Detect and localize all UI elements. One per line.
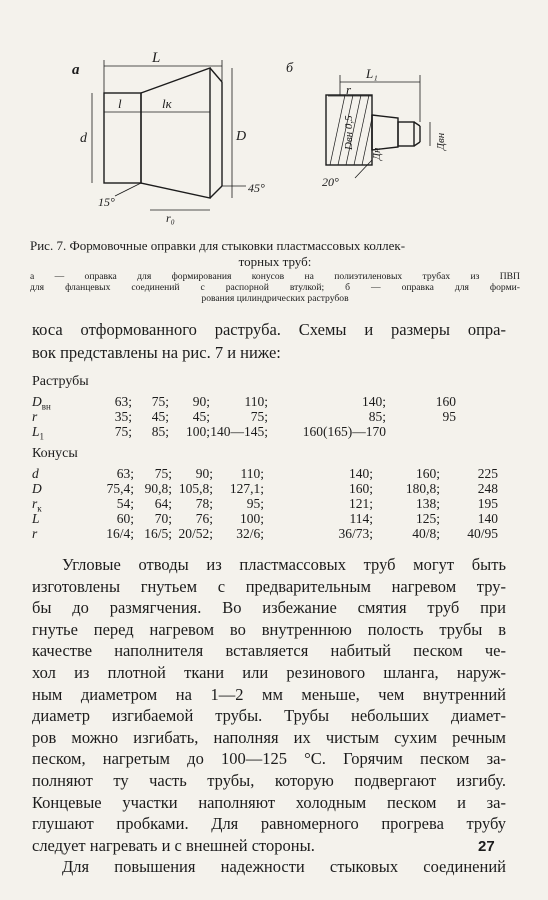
figure-caption-legend <box>30 271 520 304</box>
body-line: бы до размягчения. Во избежание смятия труб при <box>32 598 506 618</box>
table-cell: 35; <box>114 409 132 424</box>
table-cell: 140—145; <box>210 424 268 439</box>
table-cell: 121; <box>348 496 373 511</box>
dim-L: L <box>152 50 161 66</box>
table-cell: 140; <box>361 394 386 409</box>
table-cell: 63; <box>114 394 132 409</box>
table-cell: 90; <box>195 466 213 481</box>
table-cell: 20/52; <box>178 526 213 541</box>
table-cell: 85; <box>151 424 169 439</box>
table-cell: 95; <box>246 496 264 511</box>
row-label: r <box>32 526 38 541</box>
sockets-heading: Раструбы <box>32 374 89 389</box>
figure-7 <box>0 0 548 235</box>
dim-dbn: Двн <box>435 132 447 150</box>
row-label: L <box>32 511 40 526</box>
sockets-row <box>32 394 506 412</box>
body-line: ров можно изгибать, наполняя их чистым сухим речным <box>32 727 506 747</box>
body-line: Для повышения надежности стыковых соединений <box>62 857 506 877</box>
table-cell: 140; <box>348 466 373 481</box>
table-cell: 16/5; <box>144 526 172 541</box>
angle-15: 15° <box>98 195 115 209</box>
table-cell: 95 <box>442 409 456 424</box>
dim-dvn-05: Dвн 0,5 <box>343 115 355 150</box>
figure-caption-title <box>30 238 520 270</box>
intro-paragraph <box>32 318 506 364</box>
mandrel-a-cone <box>141 68 210 198</box>
table-cell: 100; <box>239 511 264 526</box>
sockets-row <box>32 424 506 442</box>
intro-line1: коса отформованного раструба. Схемы и размеры опра- <box>32 320 506 339</box>
table-cell: 40/8; <box>412 526 440 541</box>
body-line: следует нагревать и с внешней стороны. <box>32 835 315 855</box>
angle-20: 20° <box>322 175 339 189</box>
body-line: диаметр изгибаемой трубы. Трубы небольших диамет- <box>32 706 506 726</box>
table-cell: 160(165)—170 <box>302 424 386 439</box>
table-cell: 75; <box>114 424 132 439</box>
dim-dn: Дн <box>371 147 383 160</box>
table-cell: 110; <box>244 394 268 409</box>
table-cell: 110; <box>240 466 264 481</box>
table-cell: 75; <box>250 409 268 424</box>
cones-row <box>32 466 506 481</box>
table-cell: 160; <box>415 466 440 481</box>
caption-legend-line1: а — оправка для формирования конусов на полиэтиленовых трубах из ПВП <box>30 271 520 282</box>
table-cell: 45; <box>192 409 210 424</box>
mandrel-a-cylinder <box>104 93 141 183</box>
caption-legend-line3: рования цилиндрических раструбов <box>201 293 349 304</box>
dim-D: D <box>236 129 247 144</box>
table-cell: 40/95 <box>467 526 498 541</box>
page-number: 27 <box>478 838 495 855</box>
body-line: глушают пробками. Для равномерного прогрева трубу <box>32 814 506 834</box>
body-line: изготовлены гнутьем с предварительным нагревом тру- <box>32 576 506 596</box>
dim-lk: lк <box>162 96 172 111</box>
body-line: Концевые участки наполняют холодным песком и за- <box>32 792 506 812</box>
table-cell: 64; <box>154 496 172 511</box>
table-cell: 140 <box>477 511 498 526</box>
table-cell: 180,8; <box>405 481 440 496</box>
dim-l: l <box>118 96 122 111</box>
table-cell: 195 <box>477 496 498 511</box>
row-label: r <box>32 409 38 424</box>
table-cell: 160 <box>435 394 456 409</box>
angle-45: 45° <box>248 181 265 195</box>
table-cell: 125; <box>415 511 440 526</box>
row-label: $D_{вн}$ <box>32 394 51 412</box>
table-cell: 76; <box>195 511 213 526</box>
row-label: $L_1$ <box>32 424 45 442</box>
body-line: Угловые отводы из пластмассовых труб могут быть <box>62 555 506 574</box>
table-cell: 160; <box>348 481 373 496</box>
table-cell: 85; <box>368 409 386 424</box>
dim-r0: r₀ <box>166 211 175 225</box>
table-cell: 63; <box>116 466 134 481</box>
caption-title-line2: торных труб: <box>238 254 312 269</box>
table-cell: 78; <box>195 496 213 511</box>
table-cell: 248 <box>477 481 498 496</box>
cones-row <box>32 526 506 541</box>
dim-r: r <box>346 82 352 97</box>
sockets-table <box>32 394 506 442</box>
dim-d: d <box>80 131 87 146</box>
cones-row <box>32 511 506 526</box>
body-line: ным диаметром на 1—2 мм меньше, чем внутренний <box>32 684 506 704</box>
body-line: полняют ту часть трубы, которую подвергают изгибу. <box>32 770 506 790</box>
table-cell: 114; <box>349 511 373 526</box>
table-cell: 75; <box>151 394 169 409</box>
caption-title-line1: Рис. 7. Формовочные оправки для стыковки пластмассовых коллек- <box>30 238 406 253</box>
caption-legend-line2: для фланцевых соединений с распорной втулкой; б — оправка для форми- <box>30 282 520 293</box>
cones-table <box>32 466 506 541</box>
table-cell: 75; <box>154 466 172 481</box>
body-line: песком, нагретым до 100—125 °С. Горячим песком за- <box>32 749 506 769</box>
table-cell: 32/6; <box>236 526 264 541</box>
row-label: D <box>32 481 42 496</box>
body-line: качестве наполнителя вставляется набитый песком че- <box>32 641 506 661</box>
label-b: б <box>286 61 294 76</box>
table-cell: 70; <box>154 511 172 526</box>
dim-L1: L₁ <box>366 66 378 81</box>
table-cell: 100; <box>185 424 210 439</box>
table-cell: 36/73; <box>338 526 373 541</box>
table-cell: 16/4; <box>106 526 134 541</box>
table-cell: 90,8; <box>144 481 172 496</box>
table-cell: 54; <box>116 496 134 511</box>
sockets-row <box>32 409 506 424</box>
row-label: $r_к$ <box>32 496 42 514</box>
body-line: хол из плотной ткани или резинового шланга, наруж- <box>32 662 506 682</box>
table-cell: 90; <box>192 394 210 409</box>
table-cell: 225 <box>477 466 498 481</box>
cones-row <box>32 481 506 496</box>
table-cell: 60; <box>116 511 134 526</box>
cones-heading: Конусы <box>32 446 78 461</box>
figure-7-drawing <box>0 0 548 235</box>
body-line: гнутье перед нагревом во внутреннюю полость трубы в <box>32 619 506 639</box>
cones-row <box>32 496 506 514</box>
intro-line2: вок представлены на рис. 7 и ниже: <box>32 343 281 362</box>
table-cell: 138; <box>415 496 440 511</box>
label-a: а <box>72 62 80 78</box>
table-cell: 105,8; <box>178 481 213 496</box>
row-label: d <box>32 466 39 481</box>
table-cell: 75,4; <box>106 481 134 496</box>
table-cell: 45; <box>151 409 169 424</box>
table-cell: 127,1; <box>229 481 264 496</box>
body-paragraph <box>32 554 506 878</box>
